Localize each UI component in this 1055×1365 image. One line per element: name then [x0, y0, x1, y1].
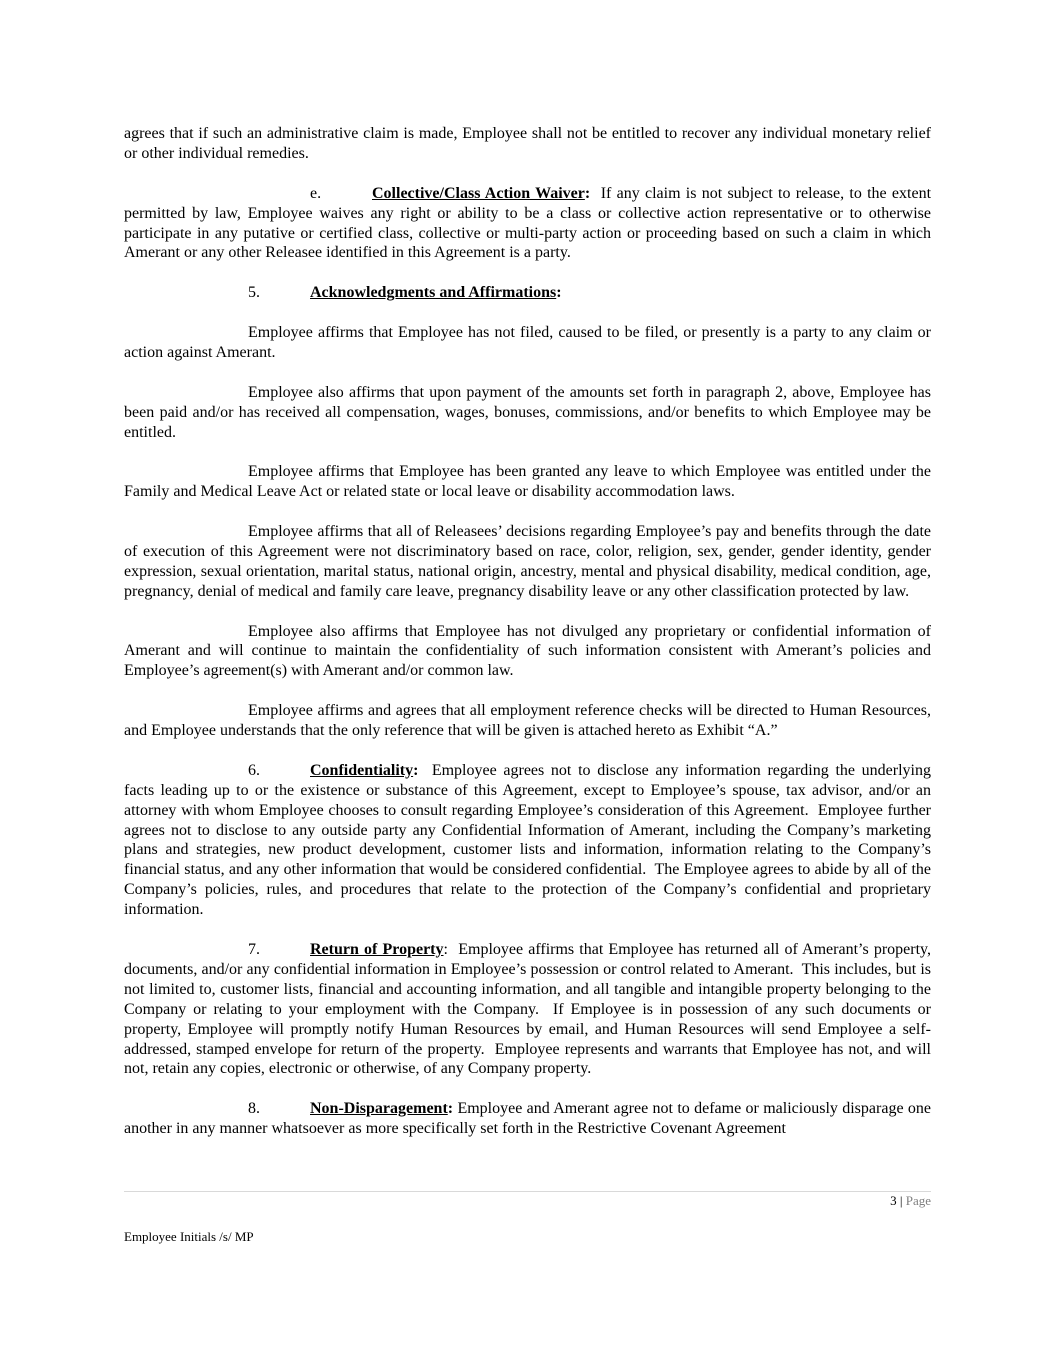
section-5-heading-line — [124, 283, 931, 303]
section-5-paragraph-2: Employee also affirms that upon payment of the amounts set forth in paragraph 2, above, Employee has been paid and/or has received all compensation, wages, bonuses, commissions, and/or benefits to which Employee may be entitled. — [124, 383, 931, 441]
footer-divider — [124, 1191, 931, 1192]
section-5-paragraph-5: Employee also affirms that Employee has not divulged any proprietary or confidential information of Amerant and will continue to maintain the confidentiality of such information consistent with Amerant’s policies and Employee’s agreement(s) with Amerant and/or common law. — [124, 622, 931, 680]
section-6-paragraph — [124, 761, 935, 920]
section-5-paragraph-1: Employee affirms that Employee has not filed, caused to be filed, or presently is a party to any claim or action against Amerant. — [124, 324, 931, 361]
section-5-paragraph-6: Employee affirms and agrees that all employment reference checks will be directed to Human Resources, and Employee understands that the only reference that will be given is attached hereto as Exhibit “A.” — [124, 702, 931, 740]
section-5-heading: Acknowledgments and Affirmations — [310, 284, 557, 302]
section-e-heading: Collective/Class Action Waiver — [372, 184, 585, 202]
employee-initials: Employee Initials /s/ MP — [124, 1229, 254, 1244]
section-6-number: 6. — [248, 761, 260, 779]
page-label: Page — [905, 1193, 931, 1208]
section-7-colon: : — [443, 941, 448, 958]
page-number-footer — [890, 1193, 931, 1209]
section-7-heading: Return of Property — [310, 941, 444, 958]
section-7-number: 7. — [248, 941, 260, 958]
section-e-colon: : — [584, 184, 591, 202]
document-page — [124, 124, 936, 1159]
page-number-separator: | — [896, 1193, 906, 1208]
section-7-paragraph — [124, 940, 935, 1079]
section-8-body: Employee and Amerant agree not to defame or maliciously disparage one another in any manner whatsoever as more specifically set forth in the Restrictive Covenant Agreement — [124, 1100, 935, 1138]
section-6-body: Employee agrees not to disclose any information regarding the underlying facts leading up to or the existence or substance of this Agreement, except to Employee’s spouse, tax advisor, and/or an attorney with whom Employee chooses to consult regarding Employee’s consideration of this Agreement. Employee further agrees not to disclose to any outside party any Confidential Information of Amerant, including the Company’s marketing plans and strategies, new product development, customer lists and information, information relating to the Company’s financial status, and any other information that would be considered confidential. The Employee agrees to abide by all of the Company’s policies, rules, and procedures that relate to the protection of the Company’s confidential and proprietary information. — [124, 761, 935, 919]
section-e-paragraph — [124, 184, 936, 264]
section-e-body: If any claim is not subject to release, to the extent permitted by law, Employee waives any right or ability to be a class or collective action representative or to otherwise participate in any putative or certified class, collective or multi-party action or proceeding based on such a claim in which Amerant or any other Releasee identified in this Agreement is a party. — [124, 184, 936, 262]
section-5-paragraph-4: Employee affirms that all of Releasees’ decisions regarding Employee’s pay and benefits through the date of execution of this Agreement were not discriminatory based on race, color, religion, sex, gender, gender identity, gender expression, sexual orientation, marital status, national origin, ancestry, mental and physical disability, medical condition, age, pregnancy, denial of medical and family care leave, pregnancy disability leave or any other classification protected by law. — [124, 523, 931, 600]
section-5-colon: : — [556, 284, 562, 302]
section-5-number: 5. — [248, 284, 260, 302]
section-5-paragraph-3: Employee affirms that Employee has been granted any leave to which Employee was entitled under the Family and Medical Leave Act or related state or local leave or disability accommodation laws. — [124, 463, 931, 501]
section-8-heading: Non-Disparagement — [310, 1100, 448, 1118]
section-7-body: Employee affirms that Employee has returned all of Amerant’s property, documents, and/or any confidential information in Employee’s possession or control related to Amerant. This includes, but is not limited to, customer lists, financial and accounting information, and all tangible and intangible property belonging to the Company or relating to your employment with the Company. If Employee is in possession of any such documents or property, Employee will promptly notify Human Resources by email, and Human Resources will send Employee a self-addressed, stamped envelope for return of the property. Employee represents and warrants that Employee has not, and will not, retain any copies, electronic or otherwise, of any Company property. — [124, 941, 935, 1078]
section-6-heading: Confidentiality — [310, 761, 414, 779]
section-e-number: e. — [310, 184, 322, 202]
page-number: 3 — [890, 1193, 897, 1208]
section-8-paragraph — [124, 1099, 935, 1139]
section-6-colon: : — [413, 761, 419, 779]
section-8-colon: : — [447, 1100, 454, 1118]
continuation-paragraph: agrees that if such an administrative claim is made, Employee shall not be entitled to recover any individual monetary relief or other individual remedies. — [124, 125, 931, 162]
section-8-number: 8. — [248, 1100, 260, 1118]
